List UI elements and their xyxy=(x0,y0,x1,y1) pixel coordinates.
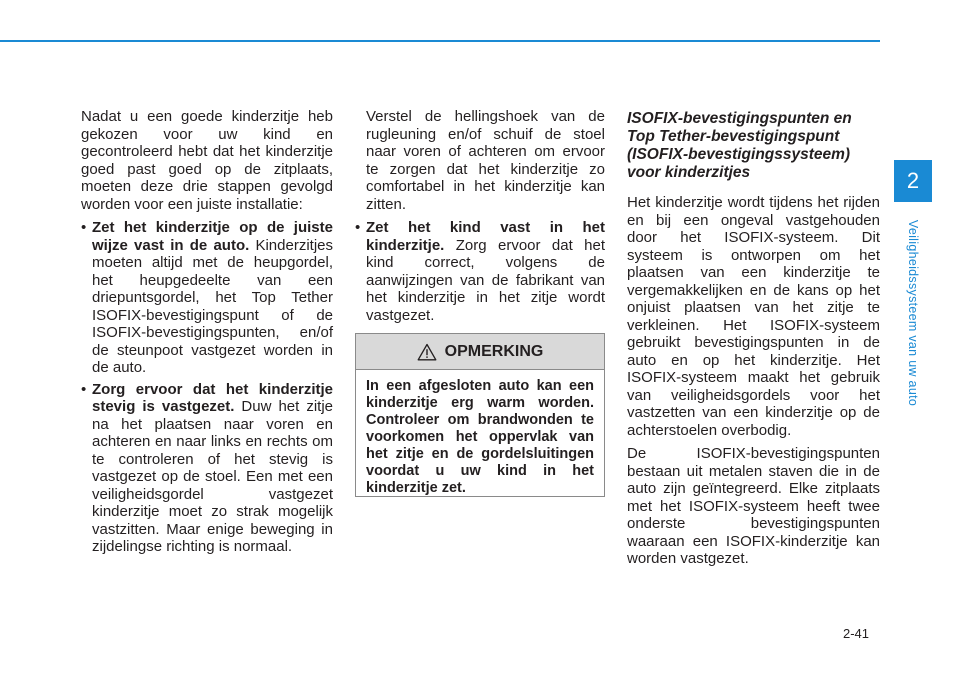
body-paragraph: Het kinderzitje wordt tijdens het rijden en bij een ongeval vastgehouden door het ISOFIX-systeem. Dit systeem is ontworpen om het plaatsen van een kinderzitje te vergemakkelijken en de kans op het onjuist plaatsen van het zitje te verkleinen. Het ISOFIX-systeem gebruikt bevestigingspunten in de auto en op het kinderzitje. Het ISOFIX-systeem maakt het gebruik van veiligheidsgordels voor het vastzetten van een kinderzitje op de achterstoelen overbodig. xyxy=(627,194,880,439)
step-text: Kinderzitjes moeten altijd met de heupgordel, het heupgedeelte van een driepuntsgordel, het Top Tether ISOFIX-bevestigingspunt of de ISOFIX-bevestigingspunten, en/of de steunpoot vastgezet worden in de auto. xyxy=(92,236,334,376)
step-title: Zorg ervoor dat het kinderzitje stevig is vastgezet. xyxy=(92,380,333,415)
page-number: 2-41 xyxy=(843,626,870,641)
notice-box xyxy=(355,333,605,497)
step-title: Zet het kind vast in het kinderzitje. xyxy=(366,219,605,254)
notice-title: OPMERKING xyxy=(444,342,544,360)
header-rule xyxy=(0,40,880,42)
list-item xyxy=(81,219,333,377)
list-item xyxy=(81,381,333,556)
warning-triangle-icon xyxy=(417,343,437,361)
notice-body: In een afgesloten auto kan een kinderzitje erg warm worden. Controleer om brandwonden te voorkomen het oppervlak van het zitje en de gordelsluitingen voordat u uw kind in het kinderzitje zet. xyxy=(366,378,594,496)
step-text: Zorg ervoor dat het kind correct, volgens de aanwijzingen van de fabrikant van het kinderzitje in het zitje wordt vastgezet. xyxy=(366,236,605,324)
section-heading: ISOFIX-bevestigingspunten en Top Tether-bevestigingspunt (ISOFIX-bevestigingssysteem) voor kinderzitjes xyxy=(627,110,852,181)
continuation-paragraph: Verstel de hellingshoek van de rugleuning en/of schuif de stoel naar voren of achteren om ervoor te zorgen dat het kinderzitje zo comfortabel in het kinderzitje kan zitten. xyxy=(366,108,605,213)
column-right xyxy=(627,110,880,574)
column-left xyxy=(81,108,333,560)
notice-header xyxy=(356,334,604,370)
body-paragraph: De ISOFIX-bevestigingspunten bestaan uit metalen staven die in de auto zijn geïntegreerd. Elke zitplaats met het ISOFIX-systeem heeft twee onderste bevestigingspunten waaraan een ISOFIX-kinderzitje kan worden vastgezet. xyxy=(627,445,880,567)
chapter-tab: 2 xyxy=(894,160,932,202)
installation-steps-list xyxy=(355,219,605,324)
step-title: Zet het kinderzitje op de juiste wijze vast in de auto. xyxy=(92,219,333,254)
chapter-title-vertical: Veiligheidssysteem van uw auto xyxy=(906,219,920,407)
list-item xyxy=(355,219,605,324)
step-text: Duw het zitje na het plaatsen naar voren en achteren en naar links en rechts om te controleren of het stevig is vastgezet op de stoel. Een met een veiligheidsgordel vastgezet kinderzitje moet zo strak mogelijk vastzitten. Maar enige beweging in zijdelingse richting is normaal. xyxy=(92,398,333,555)
column-middle xyxy=(355,108,605,328)
intro-paragraph: Nadat u een goede kinderzitje heb gekozen voor uw kind en gecontroleerd hebt dat het kinderzitje goed past goed op de zitplaats, moeten deze drie stappen gevolgd worden voor een juiste installatie: xyxy=(81,108,333,213)
installation-steps-list xyxy=(81,219,333,556)
